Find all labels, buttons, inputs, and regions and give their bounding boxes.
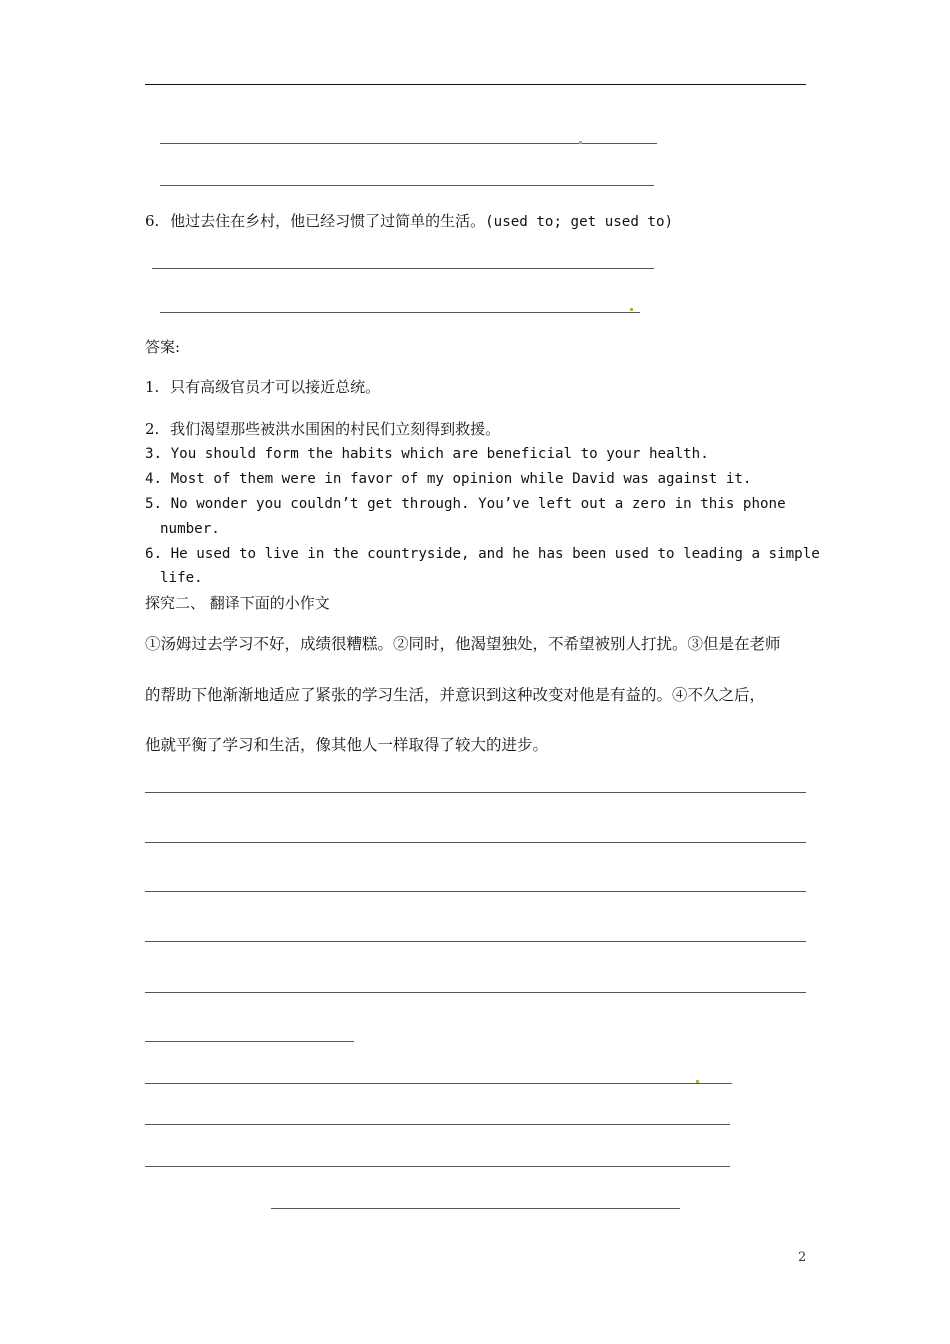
writing-line — [145, 1124, 730, 1125]
answers-heading: 答案: — [145, 338, 181, 356]
marker-dot — [579, 141, 582, 144]
writing-line — [145, 1166, 730, 1167]
header-rule — [145, 84, 806, 85]
question-hint: (used to; get used to) — [485, 214, 674, 230]
answer-line — [160, 312, 640, 313]
answer-item: 3. You should form the habits which are beneficial to your health. — [145, 446, 709, 462]
answer-item: 4. Most of them were in favor of my opinion while David was against it. — [145, 471, 752, 487]
writing-line — [145, 992, 806, 993]
writing-line — [145, 842, 806, 843]
page-number: 2 — [798, 1250, 807, 1265]
writing-line — [145, 941, 806, 942]
essay-line: ①汤姆过去学习不好，成绩很糟糕。②同时，他渴望独处，不希望被别人打扰。③但是在老师 — [145, 635, 781, 653]
answer-item: 5. No wonder you couldn’t get through. You’ve left out a zero in this phone — [145, 496, 786, 512]
question-chinese: 他过去住在乡村，他已经习惯了过简单的生活。 — [170, 212, 486, 230]
answer-item-cont: number. — [160, 521, 220, 537]
marker-dot — [630, 308, 633, 311]
answer-line — [160, 143, 657, 144]
answer-item: 1. 只有高级官员才可以接近总统。 — [145, 378, 381, 396]
writing-line — [145, 891, 806, 892]
marker-dot — [696, 1080, 699, 1083]
writing-line — [145, 1083, 732, 1084]
writing-line — [145, 792, 806, 793]
question-number: 6. — [145, 212, 160, 230]
answer-item: 2. 我们渴望那些被洪水围困的村民们立刻得到救援。 — [145, 420, 501, 438]
answer-line — [152, 268, 654, 269]
essay-line: 他就平衡了学习和生活，像其他人一样取得了较大的进步。 — [145, 736, 549, 754]
writing-line — [271, 1208, 680, 1209]
essay-line: 的帮助下他渐渐地适应了紧张的学习生活，并意识到这种改变对他是有益的。④不久之后， — [145, 686, 766, 704]
answer-item: 6. He used to live in the countryside, and he has been used to leading a simple — [145, 546, 820, 562]
writing-line — [145, 1041, 354, 1042]
section-heading: 探究二、 翻译下面的小作文 — [145, 594, 330, 612]
answer-line — [160, 185, 654, 186]
answer-item-cont: life. — [160, 570, 203, 586]
question-6 — [145, 211, 673, 232]
